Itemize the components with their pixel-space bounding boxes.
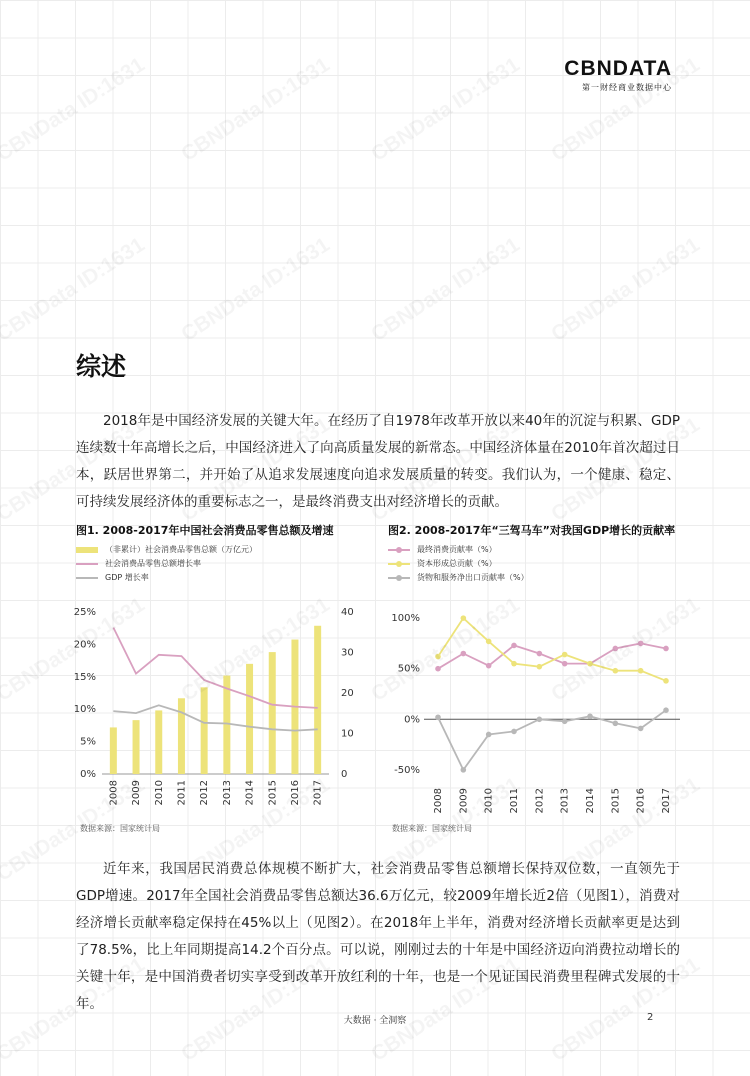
logo-mark: CBNDATA [564, 57, 672, 80]
data-point [638, 641, 644, 647]
x-tick-label: 2013 [559, 788, 571, 814]
x-tick-label: 2012 [199, 780, 211, 806]
bar [269, 652, 276, 774]
page-number: 2 [647, 1012, 654, 1023]
legend-item-retail-growth [76, 557, 346, 571]
data-point [663, 707, 669, 713]
data-point [435, 666, 441, 672]
legend-swatch-dot [388, 563, 410, 565]
figure-1-legend [76, 543, 346, 585]
watermark [547, 233, 704, 347]
x-tick-label: 2017 [661, 788, 672, 814]
data-point [511, 661, 517, 667]
y-right-tick-label: 40 [341, 607, 354, 618]
figure-2-title: 图2. 2008-2017年“三驾马车”对我国GDP增长的贡献率 [388, 524, 676, 537]
figure-2 [388, 522, 688, 814]
x-tick-label: 2016 [289, 780, 301, 806]
legend-swatch-line [76, 577, 98, 579]
figure-1-chart [73, 600, 366, 825]
data-point [638, 726, 644, 732]
logo [564, 58, 672, 93]
x-tick-label: 2010 [153, 780, 165, 806]
data-point [461, 615, 467, 621]
x-tick-label: 2014 [585, 788, 596, 814]
logo-subtitle: 第一财经商业数据中心 [582, 83, 672, 92]
data-point [562, 652, 568, 658]
data-point [613, 646, 619, 652]
data-point [435, 714, 441, 720]
x-tick-label: 2013 [221, 780, 233, 806]
y-left-tick-label: 25% [73, 607, 96, 618]
legend-label: 社会消费品零售总额增长率 [105, 559, 201, 568]
watermark [367, 53, 524, 167]
y-right-tick-label: 10 [341, 728, 354, 740]
footer-slogan: 大数据 · 全洞察 [343, 1016, 407, 1026]
watermark [367, 233, 524, 347]
legend-label: （非累计）社会消费品零售总额（万亿元） [105, 545, 257, 554]
y-tick-label: -50% [394, 764, 420, 776]
watermark [0, 53, 149, 167]
x-tick-label: 2010 [483, 788, 495, 814]
legend-label: 最终消费贡献率（%） [417, 545, 497, 554]
x-tick-label: 2011 [176, 780, 188, 806]
data-point [587, 713, 593, 719]
data-point [562, 661, 568, 667]
legend-item-retail-total [76, 543, 346, 557]
y-tick-label: 0% [404, 714, 420, 726]
y-left-tick-label: 0% [80, 769, 96, 780]
legend-label: 资本形成总贡献（%） [417, 559, 497, 568]
bar [246, 664, 253, 774]
y-right-tick-label: 30 [341, 647, 354, 659]
gdp-growth-line [113, 705, 317, 730]
legend-item-consumption [388, 543, 688, 557]
consumption-line [438, 643, 666, 668]
data-point [613, 668, 619, 674]
legend-label: 货物和服务净出口贡献率（%） [417, 573, 529, 582]
x-tick-label: 2015 [267, 780, 279, 806]
data-point [537, 651, 543, 657]
figure-1-title: 图1. 2008-2017年中国社会消费品零售总额及增速 [76, 524, 334, 537]
y-left-tick-label: 10% [73, 704, 96, 716]
data-point [613, 721, 619, 727]
legend-item-gdp-growth [76, 571, 346, 585]
legend-swatch-dot [388, 577, 410, 579]
figure-2-source: 数据来源：国家统计局 [392, 824, 472, 833]
data-point [663, 646, 669, 652]
bar [110, 727, 117, 774]
x-tick-label: 2012 [534, 788, 546, 814]
section-title: 综述 [76, 352, 127, 381]
legend-swatch-dot [388, 549, 410, 551]
data-point [486, 639, 492, 645]
bar [155, 710, 162, 774]
y-left-tick-label: 15% [73, 671, 96, 683]
data-point [435, 654, 441, 660]
x-tick-label: 2011 [509, 788, 520, 814]
capital-line [438, 618, 666, 681]
x-tick-label: 2015 [610, 788, 622, 814]
figure-1 [73, 522, 354, 806]
data-point [461, 651, 467, 657]
x-tick-label: 2016 [635, 788, 647, 814]
watermark [0, 233, 149, 347]
legend-label: GDP 增长率 [105, 573, 149, 582]
bar [201, 687, 208, 774]
data-point [663, 678, 669, 684]
y-right-tick-label: 0 [341, 769, 348, 780]
data-point [587, 661, 593, 667]
legend-swatch-line [76, 563, 98, 565]
x-tick-label: 2017 [312, 780, 324, 806]
x-tick-label: 2008 [433, 788, 444, 814]
data-point [638, 668, 644, 674]
body-paragraph: 近年来，我国居民消费总体规模不断扩大，社会消费品零售总额增长保持双位数，一直领先于GDP增速。2017年全国社会消费品零售总额达36.6万亿元，较2009年增长近2倍（见图1），消费对经济增长贡献率稳定保持在45%以上（见图2）。在2018年上半年，消费对经济增长贡献率更是达到了78.5%，比上年同期提高14.2个百分点。可以说，刚刚过去的十年是中国经济迈向消费拉动增长的关键十年，是中国消费者切实享受到改革开放红利的十年，也是一个见证国民消费里程碑式发展的十年。 [76, 861, 680, 1012]
y-right-tick-label: 20 [341, 688, 354, 699]
bar [223, 676, 230, 774]
data-point [461, 767, 467, 773]
data-point [486, 732, 492, 738]
watermark [177, 233, 334, 347]
y-tick-label: 50% [397, 663, 420, 675]
legend-item-capital [388, 557, 688, 571]
figure-2-chart [388, 600, 688, 825]
y-left-tick-label: 20% [73, 639, 96, 651]
bar [178, 698, 185, 774]
data-point [537, 716, 543, 722]
intro-paragraph: 2018年是中国经济发展的关键大年。在经历了自1978年改革开放以来40年的沉淀与积累、GDP连续数十年高增长之后，中国经济进入了向高质量发展的新常态。中国经济体量在2010年首次超过日本，跃居世界第二，并开始了从追求发展速度向追求发展质量的转变。我们认为，一个健康、稳定、可持续发展经济体的重要标志之一，是最终消费支出对经济增长的贡献。 [76, 413, 680, 510]
x-tick-label: 2009 [131, 780, 143, 806]
figure-1-source: 数据来源：国家统计局 [80, 824, 160, 833]
watermark [177, 53, 334, 167]
legend-item-net-export [388, 571, 688, 585]
legend-swatch-bar [76, 547, 98, 553]
figure-2-legend [388, 543, 688, 585]
retail-growth-line [113, 628, 317, 708]
data-point [511, 729, 517, 735]
data-point [486, 663, 492, 669]
data-point [511, 643, 517, 649]
bar [133, 720, 140, 774]
data-point [537, 664, 543, 670]
bar [314, 626, 321, 774]
x-tick-label: 2009 [458, 788, 470, 814]
x-tick-label: 2014 [244, 780, 256, 806]
x-tick-label: 2008 [108, 780, 120, 806]
y-tick-label: 100% [391, 613, 420, 625]
data-point [562, 719, 568, 725]
y-left-tick-label: 5% [80, 736, 96, 748]
